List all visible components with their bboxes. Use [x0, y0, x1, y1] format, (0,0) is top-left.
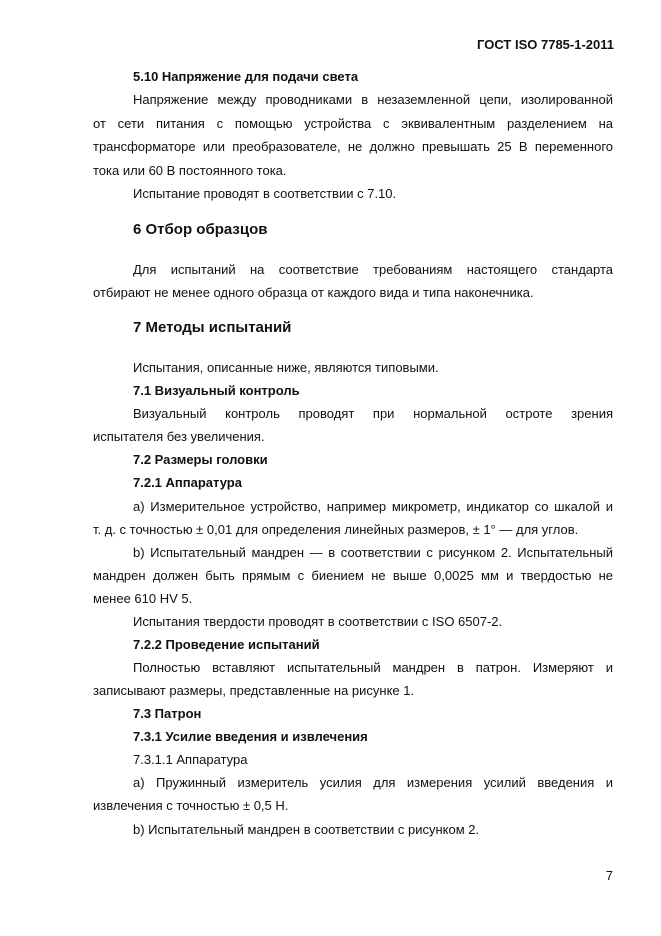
paragraph-line: от сети питания с помощью устройства с эквивалентным разделением на	[93, 116, 613, 131]
paragraph-line: Для испытаний на соответствие требованиям настоящего стандарта	[133, 262, 613, 277]
paragraph-line: Визуальный контроль проводят при нормальной остроте зрения	[133, 406, 613, 421]
section-heading-6: 6 Отбор образцов	[133, 221, 268, 238]
paragraph-line: Испытания твердости проводят в соответствии с ISO 6507-2.	[133, 614, 503, 629]
subsection-heading-7-3-1-1: 7.3.1.1 Аппаратура	[133, 752, 248, 767]
subsection-heading-7-1: 7.1 Визуальный контроль	[133, 383, 300, 398]
section-heading-5-10: 5.10 Напряжение для подачи света	[133, 69, 359, 84]
subsection-heading-7-2-1: 7.2.1 Аппаратура	[133, 475, 242, 490]
list-item-line: a) Пружинный измеритель усилия для измерения усилий введения и	[133, 775, 613, 790]
list-item-line: т. д. с точностью ± 0,01 для определения линейных размеров, ± 1° — для углов.	[93, 522, 579, 537]
subsection-heading-7-3-1: 7.3.1 Усилие введения и извлечения	[133, 729, 368, 744]
subsection-heading-7-3: 7.3 Патрон	[133, 706, 202, 721]
paragraph-line: записывают размеры, представленные на рисунке 1.	[93, 683, 415, 698]
list-item-line: b) Испытательный мандрен — в соответствии с рисунком 2. Испытательный	[133, 545, 613, 560]
list-item-line: мандрен должен быть прямым с биением не выше 0,0025 мм и твердостью не	[93, 568, 613, 583]
paragraph-line: испытателя без увеличения.	[93, 429, 265, 444]
subsection-heading-7-2: 7.2 Размеры головки	[133, 452, 268, 467]
list-item-line: извлечения с точностью ± 0,5 Н.	[93, 798, 289, 813]
paragraph-line: отбирают не менее одного образца от каждого вида и типа наконечника.	[93, 285, 534, 300]
paragraph-line: Полностью вставляют испытательный мандрен в патрон. Измеряют и	[133, 660, 613, 675]
list-item-line: b) Испытательный мандрен в соответствии с рисунком 2.	[133, 822, 480, 837]
document-header: ГОСТ ISO 7785-1-2011	[477, 37, 614, 52]
paragraph-line: Испытание проводят в соответствии с 7.10.	[133, 186, 397, 201]
section-heading-7: 7 Методы испытаний	[133, 319, 292, 336]
subsection-heading-7-2-2: 7.2.2 Проведение испытаний	[133, 637, 320, 652]
paragraph-line: Испытания, описанные ниже, являются типовыми.	[133, 360, 439, 375]
list-item-line: a) Измерительное устройство, например микрометр, индикатор со шкалой и	[133, 499, 613, 514]
paragraph-line: Напряжение между проводниками в незаземленной цепи, изолированной	[133, 92, 613, 107]
paragraph-line: трансформаторе или преобразователе, не должно превышать 25 В переменного	[93, 139, 613, 154]
list-item-line: менее 610 HV 5.	[93, 591, 193, 606]
paragraph-line: тока или 60 В постоянного тока.	[93, 163, 287, 178]
page-number: 7	[605, 868, 613, 883]
